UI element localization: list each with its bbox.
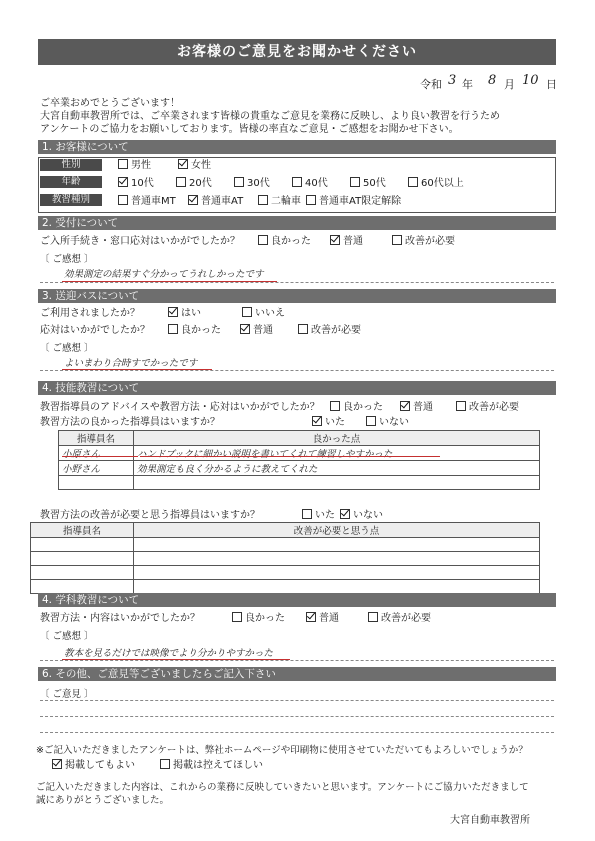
section-4-skill-header: 4. 技能教習について bbox=[38, 381, 556, 395]
checkbox[interactable] bbox=[234, 177, 244, 187]
course-mt-option[interactable] bbox=[118, 195, 176, 208]
checkbox[interactable] bbox=[242, 307, 252, 317]
age-30s-option[interactable] bbox=[234, 177, 270, 190]
bus-service-question: 応対はいかがでしたか？ bbox=[40, 325, 150, 336]
section-4-lecture-header: 4. 学科教習について bbox=[38, 593, 556, 607]
date-day-unit: 日 bbox=[546, 78, 557, 91]
option-label: 10代 bbox=[131, 178, 154, 189]
instructor-name-cell[interactable]: 小原さん bbox=[59, 446, 134, 461]
lecture-question: 教習方法・内容はいかがでしたか？ bbox=[40, 613, 200, 624]
option-label: いいえ bbox=[255, 308, 285, 319]
option-label: 改善が必要 bbox=[405, 236, 455, 247]
option-label: いない bbox=[379, 417, 409, 428]
good-instructor-table bbox=[58, 430, 540, 490]
option-label: 女性 bbox=[191, 160, 211, 171]
option-label: いた bbox=[325, 417, 345, 428]
lecture-improve-option[interactable] bbox=[368, 612, 431, 625]
bus-use-question: ご利用されましたか？ bbox=[40, 308, 140, 319]
option-label: 掲載は控えてほしい bbox=[173, 760, 263, 771]
table-row bbox=[59, 476, 540, 490]
publish-ok-option[interactable] bbox=[52, 759, 135, 772]
skill-advice-question: 教習指導員のアドバイスや教習方法・応対はいかがでしたか？ bbox=[40, 402, 320, 413]
improve-instructor-question: 教習方法の改善が必要と思う指導員はいますか？ bbox=[40, 510, 260, 521]
option-label: 普通 bbox=[343, 236, 363, 247]
instructor-name-cell[interactable] bbox=[31, 566, 134, 580]
checkbox[interactable] bbox=[232, 612, 242, 622]
date-month[interactable]: 8 bbox=[488, 73, 497, 88]
table-row bbox=[31, 552, 540, 566]
instructor-name-cell[interactable] bbox=[31, 538, 134, 552]
option-label: 改善が必要 bbox=[469, 402, 519, 413]
skill-normal-option[interactable] bbox=[400, 401, 433, 414]
checkbox[interactable] bbox=[168, 324, 178, 334]
reception-normal-option[interactable] bbox=[330, 235, 363, 248]
gender-male-option[interactable] bbox=[118, 159, 151, 172]
header-instructor-name: 指導員名 bbox=[59, 431, 134, 446]
instructor-name-cell[interactable] bbox=[31, 580, 134, 594]
header-good-points: 良かった点 bbox=[134, 431, 540, 446]
good-instructor-no-option[interactable] bbox=[366, 416, 409, 429]
checkbox[interactable] bbox=[118, 177, 128, 187]
gender-female-option[interactable] bbox=[178, 159, 211, 172]
checkbox[interactable] bbox=[306, 612, 316, 622]
bus-good-option[interactable] bbox=[168, 324, 221, 337]
checkbox[interactable] bbox=[178, 159, 188, 169]
option-label: 普通車MT bbox=[131, 196, 176, 207]
option-label: 掲載してもよい bbox=[65, 760, 135, 771]
table-row bbox=[31, 538, 540, 552]
option-label: いた bbox=[315, 510, 335, 521]
section-3-header: 3. 送迎バスについて bbox=[38, 289, 556, 303]
company-name: 大宮自動車教習所 bbox=[450, 815, 530, 826]
course-bike-option[interactable] bbox=[258, 195, 301, 208]
bus-normal-option[interactable] bbox=[240, 324, 273, 337]
date-year-unit: 年 bbox=[462, 78, 473, 91]
option-label: 50代 bbox=[363, 178, 386, 189]
lecture-normal-option[interactable] bbox=[306, 612, 339, 625]
date-year[interactable]: 3 bbox=[448, 73, 457, 88]
improve-instructor-no-option[interactable] bbox=[340, 509, 383, 522]
table-row bbox=[31, 580, 540, 594]
red-underline bbox=[140, 456, 440, 457]
option-label: 良かった bbox=[245, 613, 285, 624]
checkbox[interactable] bbox=[340, 509, 350, 519]
checkbox[interactable] bbox=[350, 177, 360, 187]
table-row bbox=[59, 446, 540, 461]
checkbox[interactable] bbox=[188, 195, 198, 205]
bus-comment-label: 〔 ご感想 〕 bbox=[40, 343, 94, 354]
checkbox[interactable] bbox=[456, 401, 466, 411]
course-at-release-option[interactable] bbox=[306, 195, 401, 208]
bus-use-no-option[interactable] bbox=[242, 307, 285, 320]
age-20s-option[interactable] bbox=[176, 177, 212, 190]
checkbox[interactable] bbox=[368, 612, 378, 622]
checkbox[interactable] bbox=[298, 324, 308, 334]
good-point-cell[interactable]: 効果測定も良く分かるように教えてくれた bbox=[134, 461, 540, 476]
age-60s-option[interactable] bbox=[408, 177, 464, 190]
option-label: 男性 bbox=[131, 160, 151, 171]
checkbox[interactable] bbox=[168, 307, 178, 317]
option-label: 普通 bbox=[413, 402, 433, 413]
checkbox[interactable] bbox=[392, 235, 402, 245]
comment-line bbox=[40, 732, 554, 733]
red-underline bbox=[62, 456, 138, 457]
option-label: 普通 bbox=[319, 613, 339, 624]
publish-note: ※ご記入いただきましたアンケートは、弊社ホームページや印刷物に使用させていただいてもよろしいでしょうか？ bbox=[36, 745, 528, 756]
option-label: 30代 bbox=[247, 178, 270, 189]
course-label: 教習種別 bbox=[40, 194, 102, 206]
age-10s-option[interactable] bbox=[118, 177, 154, 190]
option-label: 普通車AT限定解除 bbox=[319, 196, 402, 207]
option-label: 良かった bbox=[271, 236, 311, 247]
option-label: 改善が必要 bbox=[311, 325, 361, 336]
checkbox[interactable] bbox=[330, 235, 340, 245]
reception-comment-label: 〔 ご感想 〕 bbox=[40, 254, 94, 265]
age-50s-option[interactable] bbox=[350, 177, 386, 190]
comment-line bbox=[40, 716, 554, 717]
good-point-cell[interactable]: ハンドブックに細かい説明を書いてくれて練習しやすかった bbox=[134, 446, 540, 461]
option-label: 60代以上 bbox=[421, 178, 464, 189]
option-label: 良かった bbox=[181, 325, 221, 336]
reception-improve-option[interactable] bbox=[392, 235, 455, 248]
reception-good-option[interactable] bbox=[258, 235, 311, 248]
comment-line bbox=[40, 370, 554, 371]
page-title: お客様のご意見をお聞かせください bbox=[38, 39, 556, 65]
course-at-option[interactable] bbox=[188, 195, 243, 208]
bus-improve-option[interactable] bbox=[298, 324, 361, 337]
good-instructor-yes-option[interactable] bbox=[312, 416, 345, 429]
lecture-comment-label: 〔 ご感想 〕 bbox=[40, 631, 94, 642]
improve-point-cell[interactable] bbox=[134, 538, 540, 552]
instructor-name-cell[interactable] bbox=[59, 476, 134, 490]
checkbox[interactable] bbox=[408, 177, 418, 187]
lecture-good-option[interactable] bbox=[232, 612, 285, 625]
improve-point-cell[interactable] bbox=[134, 552, 540, 566]
checkbox[interactable] bbox=[366, 416, 376, 426]
date-era: 令和 bbox=[420, 78, 442, 91]
option-label: 改善が必要 bbox=[381, 613, 431, 624]
section-2-header: 2. 受付について bbox=[38, 216, 556, 230]
checkbox[interactable] bbox=[176, 177, 186, 187]
option-label: 40代 bbox=[305, 178, 328, 189]
header-instructor-name: 指導員名 bbox=[31, 523, 134, 538]
section-6-header: 6. その他、ご意見等ございましたらご記入下さい bbox=[38, 667, 556, 681]
checkbox[interactable] bbox=[302, 509, 312, 519]
age-label: 年齢 bbox=[40, 176, 102, 188]
header-improve-points: 改善が必要と思う点 bbox=[134, 523, 540, 538]
intro-line-3: アンケートのご協力をお願いしております。皆様の率直なご意見・ご感想をお聞かせ下さい。 bbox=[40, 124, 459, 135]
checkbox[interactable] bbox=[52, 759, 62, 769]
age-40s-option[interactable] bbox=[292, 177, 328, 190]
lecture-comment[interactable]: 教本を見るだけでは映像でより分かりやすかった bbox=[64, 648, 274, 659]
checkbox[interactable] bbox=[160, 759, 170, 769]
reception-question: ご入所手続き・窓口応対はいかがでしたか？ bbox=[40, 236, 240, 247]
comment-line bbox=[40, 660, 554, 661]
publish-decline-option[interactable] bbox=[160, 759, 263, 772]
comment-line bbox=[40, 700, 554, 701]
improve-point-cell[interactable] bbox=[134, 566, 540, 580]
option-label: 普通車AT bbox=[201, 196, 244, 207]
checkbox[interactable] bbox=[258, 235, 268, 245]
table-header-row bbox=[31, 523, 540, 538]
bus-comment[interactable]: よいまわり合時すでかったです bbox=[64, 358, 198, 369]
skill-good-option[interactable] bbox=[330, 401, 383, 414]
checkbox[interactable] bbox=[118, 159, 128, 169]
improve-instructor-table bbox=[30, 522, 540, 594]
intro-line-2: 大宮自動車教習所では、ご卒業されます皆様の貴重なご意見を業務に反映し、より良い教習を行うため bbox=[40, 111, 500, 122]
table-row bbox=[31, 566, 540, 580]
date-day[interactable]: 10 bbox=[522, 73, 539, 88]
option-label: 良かった bbox=[343, 402, 383, 413]
skill-improve-option[interactable] bbox=[456, 401, 519, 414]
instructor-name-cell[interactable]: 小野さん bbox=[59, 461, 134, 476]
checkbox[interactable] bbox=[292, 177, 302, 187]
good-point-cell[interactable] bbox=[134, 476, 540, 490]
option-label: 普通 bbox=[253, 325, 273, 336]
gender-label: 性別 bbox=[40, 159, 102, 171]
section-1-header: 1. お客様について bbox=[38, 140, 556, 154]
thanks-line-2: 誠にありがとうございました。 bbox=[36, 795, 170, 806]
table-row bbox=[59, 461, 540, 476]
option-label: 二輪車 bbox=[271, 196, 301, 207]
option-label: 20代 bbox=[189, 178, 212, 189]
bus-use-yes-option[interactable] bbox=[168, 307, 201, 320]
thanks-line-1: ご記入いただきました内容は、これからの業務に反映していきたいと思います。アンケートにご協力いただきまして bbox=[36, 782, 529, 793]
checkbox[interactable] bbox=[118, 195, 128, 205]
checkbox[interactable] bbox=[240, 324, 250, 334]
instructor-name-cell[interactable] bbox=[31, 552, 134, 566]
intro-line-1: ご卒業おめでとうございます！ bbox=[40, 98, 180, 109]
improve-instructor-yes-option[interactable] bbox=[302, 509, 335, 522]
option-label: はい bbox=[181, 308, 201, 319]
option-label: いない bbox=[353, 510, 383, 521]
checkbox[interactable] bbox=[258, 195, 268, 205]
checkbox[interactable] bbox=[306, 195, 316, 205]
table-header-row bbox=[59, 431, 540, 446]
checkbox[interactable] bbox=[330, 401, 340, 411]
opinion-label: 〔 ご意見 〕 bbox=[40, 689, 94, 700]
improve-point-cell[interactable] bbox=[134, 580, 540, 594]
reception-comment[interactable]: 効果測定の結果すぐ分かってうれしかったです bbox=[64, 269, 264, 280]
checkbox[interactable] bbox=[312, 416, 322, 426]
good-instructor-question: 教習方法の良かった指導員はいますか？ bbox=[40, 417, 220, 428]
comment-line bbox=[40, 282, 554, 283]
checkbox[interactable] bbox=[400, 401, 410, 411]
date-month-unit: 月 bbox=[504, 78, 515, 91]
